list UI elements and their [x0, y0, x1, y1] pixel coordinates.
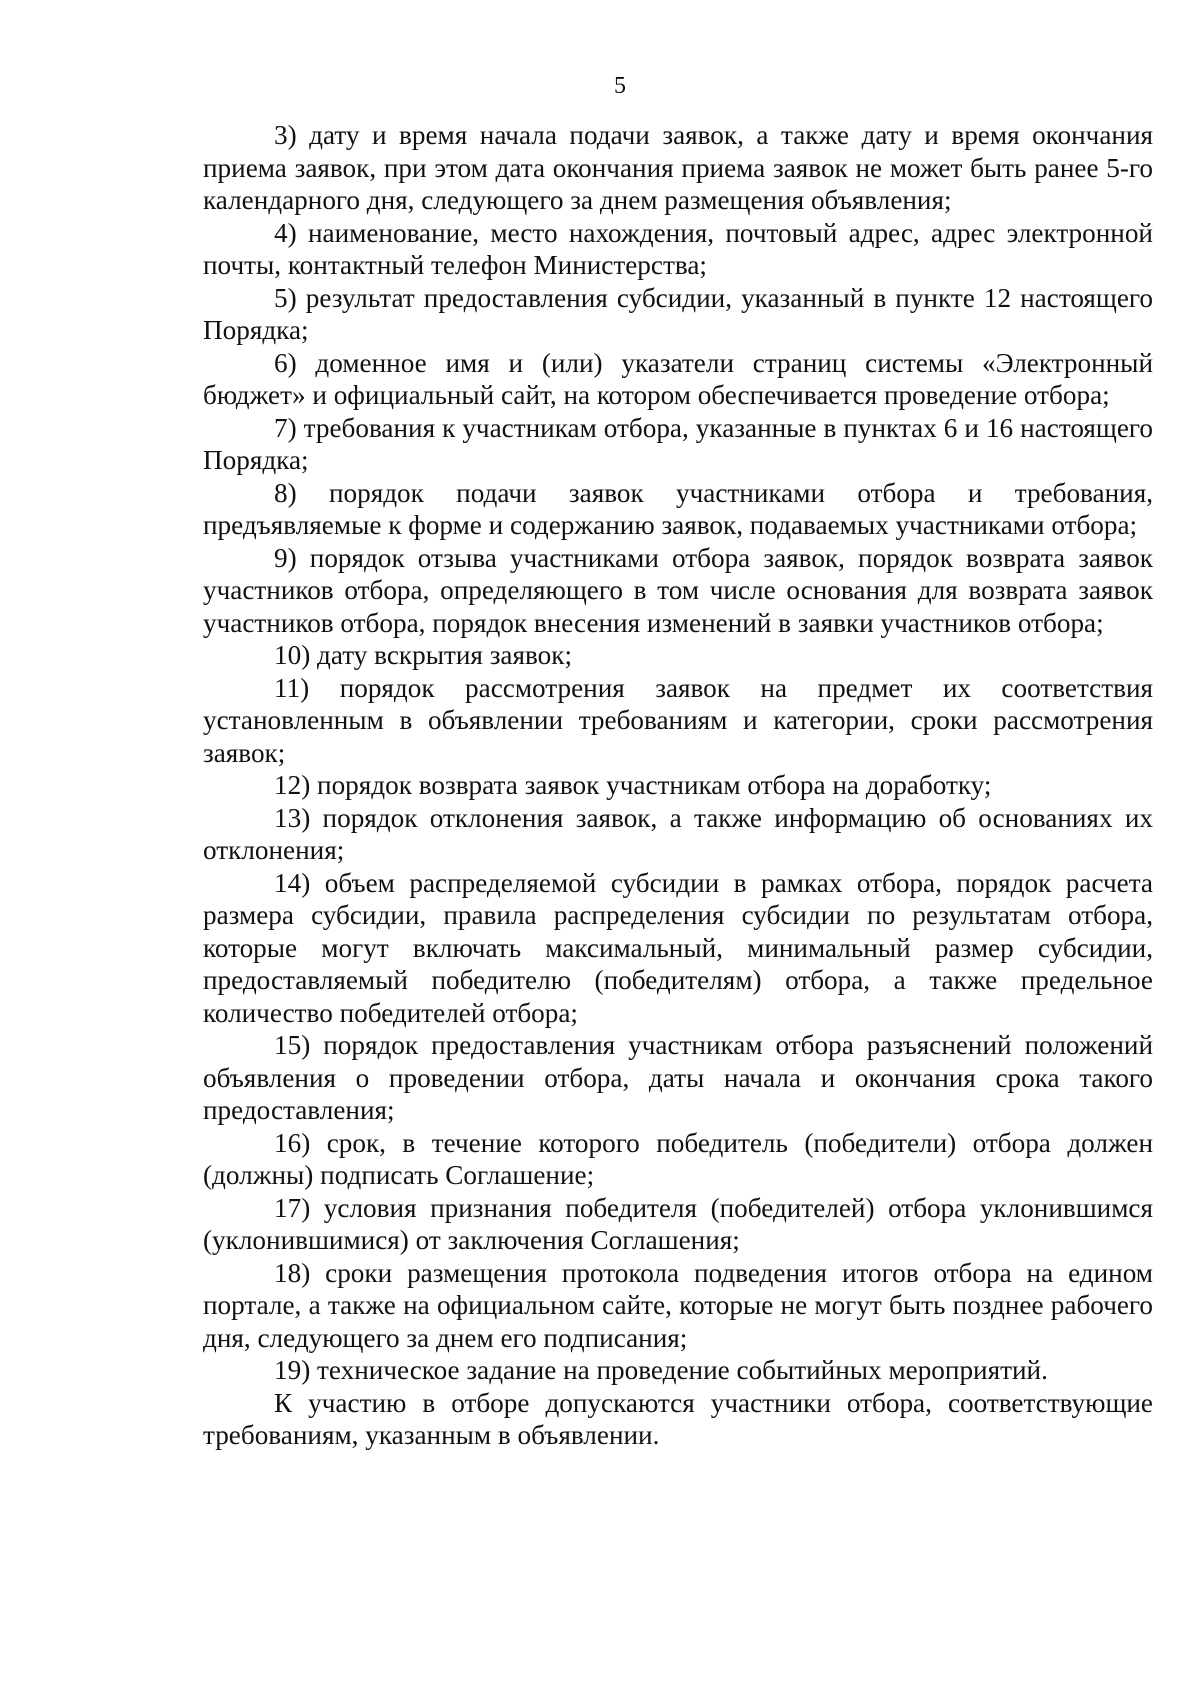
- closing-paragraph: К участию в отборе допускаются участники отбора, соответствующие требованиям, указанным в объявлении.: [203, 1387, 1153, 1450]
- list-item-9: 9) порядок отзыва участниками отбора заявок, порядок возврата заявок участников отбора, определяющего в том числе основания для возврата заявок участников отбора, порядок внесения изменений в заявки участников отбора;: [203, 542, 1153, 638]
- list-item-13: 13) порядок отклонения заявок, а также информацию об основаниях их отклонения;: [203, 802, 1153, 865]
- list-item-6: 6) доменное имя и (или) указатели страниц системы «Электронный бюджет» и официальный сайт, на котором обеспечивается проведение отбора;: [203, 347, 1153, 410]
- list-item-10: 10) дату вскрытия заявок;: [274, 640, 573, 670]
- list-item-3: 3) дату и время начала подачи заявок, а также дату и время окончания приема заявок, при этом дата окончания приема заявок не может быть ранее 5-го календарного дня, следующего за днем размещения объявления;: [203, 120, 1153, 215]
- page-number: 5: [614, 73, 626, 99]
- list-item-19: 19) техническое задание на проведение событийных мероприятий.: [274, 1355, 1048, 1385]
- document-body: [203, 119, 1153, 1452]
- list-item-8: 8) порядок подачи заявок участниками отбора и требования, предъявляемые к форме и содержанию заявок, подаваемых участниками отбора;: [203, 477, 1153, 540]
- list-item-12: 12) порядок возврата заявок участникам отбора на доработку;: [274, 770, 992, 800]
- list-item-4: 4) наименование, место нахождения, почтовый адрес, адрес электронной почты, контактный телефон Министерства;: [203, 217, 1153, 280]
- list-item-16: 16) срок, в течение которого победитель (победители) отбора должен (должны) подписать Соглашение;: [203, 1127, 1153, 1190]
- list-item-15: 15) порядок предоставления участникам отбора разъяснений положений объявления о проведении отбора, даты начала и окончания срока такого предоставления;: [203, 1030, 1153, 1125]
- list-item-18: 18) сроки размещения протокола подведения итогов отбора на едином портале, а также на официальном сайте, которые не могут быть позднее рабочего дня, следующего за днем его подписания;: [203, 1257, 1153, 1353]
- list-item-5: 5) результат предоставления субсидии, указанный в пункте 12 настоящего Порядка;: [203, 282, 1153, 345]
- list-item-14: 14) объем распределяемой субсидии в рамках отбора, порядок расчета размера субсидии, правила распределения субсидии по результатам отбора, которые могут включать максимальный, минимальный размер субсидии, предоставляемый победителю (победителям) отбора, а также предельное количество победителей отбора;: [203, 867, 1153, 1028]
- list-item-17: 17) условия признания победителя (победителей) отбора уклонившимся (уклонившимися) от заключения Соглашения;: [203, 1192, 1153, 1255]
- list-item-11: 11) порядок рассмотрения заявок на предмет их соответствия установленным в объявлении требованиям и категории, сроки рассмотрения заявок;: [203, 672, 1153, 768]
- list-item-7: 7) требования к участникам отбора, указанные в пунктах 6 и 16 настоящего Порядка;: [203, 412, 1153, 475]
